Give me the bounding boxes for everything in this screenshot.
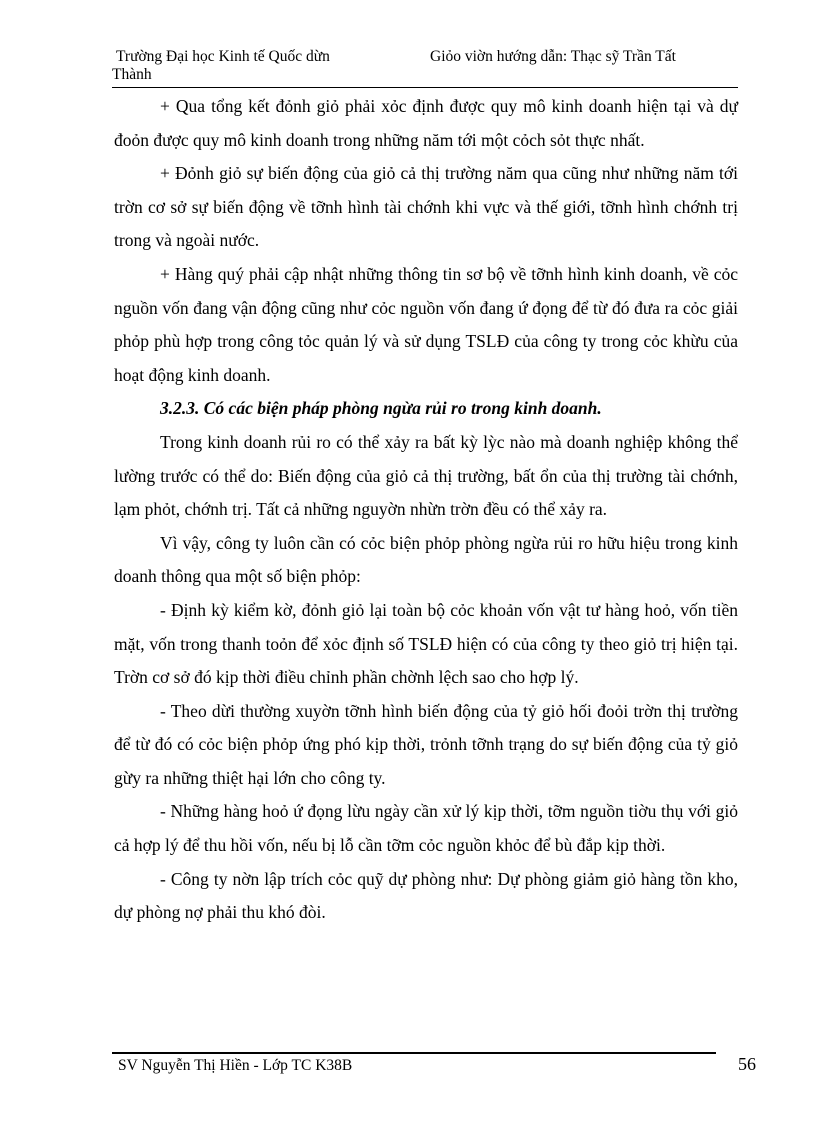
page-number: 56 <box>738 1054 756 1074</box>
footer-rule <box>112 1052 716 1054</box>
footer-author: SV Nguyễn Thị Hiền - Lớp TC K38B <box>118 1057 353 1074</box>
header-advisor-continuation: Thành <box>112 66 152 83</box>
section-heading: 3.2.3. Có các biện pháp phòng ngừa rủi ro trong kinh doanh. <box>160 398 602 419</box>
paragraph: - Định kỳ kiểm kờ, đỏnh giỏ lại toàn bộ cỏc khoản vốn vật tư hàng hoỏ, vốn tiền mặt, vốn trong thanh toỏn để xỏc định số TSLĐ hiện có của công ty theo giỏ trị hiện tại. Trờn cơ sở đó kịp thời điều chỉnh phần chờnh lệch sao cho hợp lý. <box>114 599 738 688</box>
header-rule <box>112 87 738 88</box>
paragraph: - Công ty nờn lập trích cỏc quỹ dự phòng như: Dự phòng giảm giỏ hàng tồn kho, dự phòng nợ phải thu khó đòi. <box>114 868 738 923</box>
paragraph: + Qua tổng kết đỏnh giỏ phải xỏc định được quy mô kinh doanh hiện tại và dự đoỏn được quy mô kinh doanh trong những năm tới một cỏch sỏt thực nhất. <box>114 96 738 150</box>
paragraph: Vì vậy, công ty luôn cần có cỏc biện phỏp phòng ngừa rủi ro hữu hiệu trong kinh doanh thông qua một số biện phỏp: <box>114 532 738 587</box>
paragraph: - Những hàng hoỏ ứ đọng lừu ngày cần xử lý kịp thời, tỡm nguồn tiờu thụ với giỏ cả hợp lý để thu hồi vốn, nếu bị lỗ cần tỡm cỏc nguồn khỏc để bù đắp kịp thời. <box>114 801 738 856</box>
paragraph: + Hàng quý phải cập nhật những thông tin sơ bộ về tỡnh hình kinh doanh, về cỏc nguồn vốn đang vận động cũng như cỏc nguồn vốn đang ứ đọng để từ đó đưa ra cỏc giải phỏp phù hợp trong công tỏc quản lý và sử dụng TSLĐ của công ty trong cỏc khừu của hoạt động kinh doanh. <box>114 263 738 385</box>
header-school: Trường Đại học Kinh tế Quốc dừn <box>116 48 330 65</box>
document-body <box>114 90 738 930</box>
header-advisor: Giỏo viờn hướng dẫn: Thạc sỹ Trần Tất <box>430 48 676 65</box>
paragraph: Trong kinh doanh rủi ro có thể xảy ra bất kỳ lỳc nào mà doanh nghiệp không thể lường trước có thể do: Biến động của giỏ cả thị trường, bất ổn của thị trường tài chớnh, lạm phỏt, chớnh trị. Tất cả những nguyờn nhừn trờn đều có thể xảy ra. <box>114 431 738 520</box>
paragraph: - Theo dừi thường xuyờn tỡnh hình biến động của tỷ giỏ hối đoỏi trờn thị trường để từ đó có cỏc biện phỏp ứng phó kịp thời, trỏnh tỡnh trạng do sự biến động của tỷ giỏ gừy ra những thiệt hại lớn cho công ty. <box>114 700 738 788</box>
paragraph: + Đỏnh giỏ sự biến động của giỏ cả thị trường năm qua cũng như những năm tới trờn cơ sở sự biến động về tỡnh hình tài chớnh khi vực và thế giới, tỡnh hình chớnh trị trong và ngoài nước. <box>114 163 738 251</box>
